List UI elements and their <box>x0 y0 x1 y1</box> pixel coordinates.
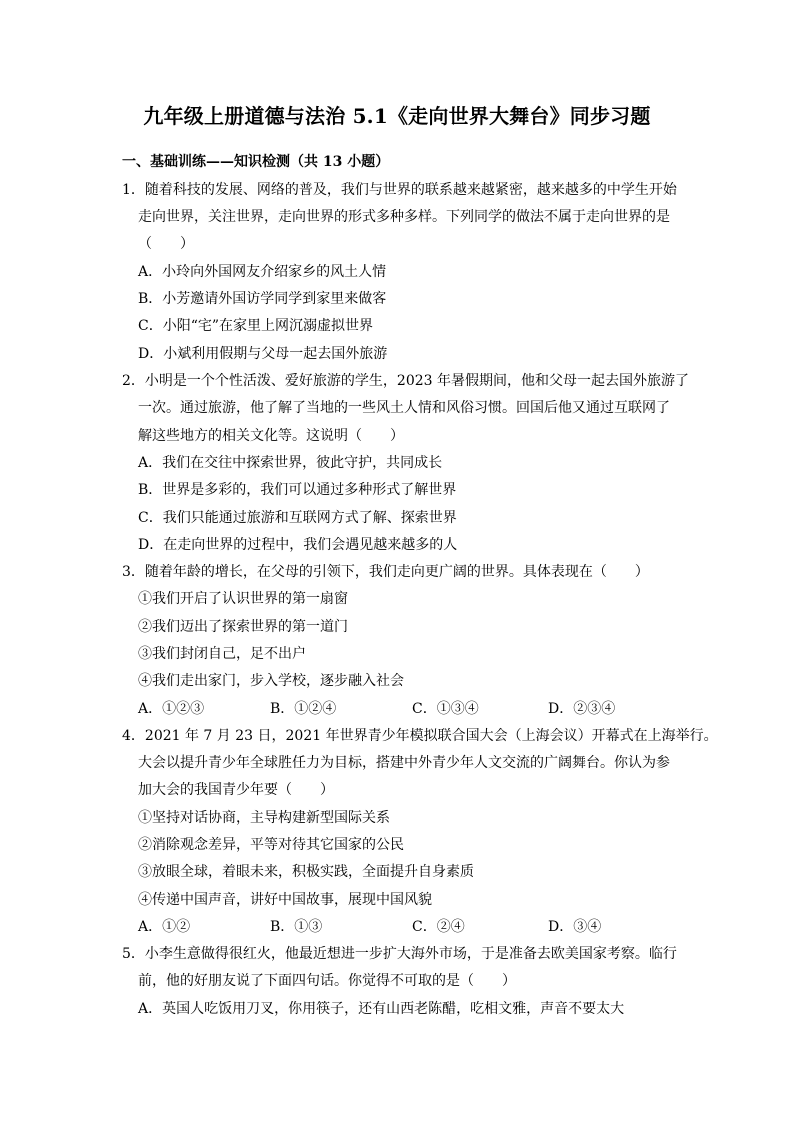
question-3-option-a: A．①②③ <box>138 701 205 717</box>
question-1-option-a: A．小玲向外国网友介绍家乡的风土人情 <box>138 264 387 280</box>
question-4-statement-2: ②消除观念差异，平等对待其它国家的公民 <box>138 837 404 853</box>
question-4-option-c: C．②④ <box>412 919 465 935</box>
question-4-option-a: A．①② <box>138 919 191 935</box>
question-1-option-d: D．小斌利用假期与父母一起去国外旅游 <box>138 346 388 362</box>
question-5-option-a: A．英国人吃饭用刀叉，你用筷子，还有山西老陈醋，吃相文雅，声音不要太大 <box>138 1001 625 1017</box>
question-4-statement-3: ③放眼全球，着眼未来，积极实践，全面提升自身素质 <box>138 864 474 880</box>
question-2-option-c: C．我们只能通过旅游和互联网方式了解、探索世界 <box>138 510 457 526</box>
question-4-option-b: B．①③ <box>270 919 323 935</box>
question-1-line-3: （ ） <box>138 236 194 252</box>
section-heading: 一、基础训练——知识检测（共 13 小题） <box>122 154 390 170</box>
question-2-line-2: 一次。通过旅游，他了解了当地的一些风土人情和风俗习惯。回国后他又通过互联网了 <box>138 400 670 416</box>
page-title: 九年级上册道德与法治 5.1《走向世界大舞台》同步习题 <box>143 104 651 128</box>
question-3-statement-3: ③我们封闭自己，足不出户 <box>138 646 306 662</box>
question-3-option-b: B．①②④ <box>270 701 337 717</box>
question-3-option-c: C．①③④ <box>412 701 479 717</box>
question-2-option-a: A．我们在交往中探索世界，彼此守护，共同成长 <box>138 455 443 471</box>
question-1-line-1: 1．随着科技的发展、网络的普及，我们与世界的联系越来越紧密，越来越多的中学生开始 <box>122 182 677 198</box>
question-2-line-1: 2．小明是一个个性活泼、爱好旅游的学生，2023 年暑假期间，他和父母一起去国外旅游了 <box>122 373 689 389</box>
question-4-line-2: 大会以提升青少年全球胜任力为目标，搭建中外青少年人文交流的广阔舞台。你认为参 <box>138 755 670 771</box>
question-2-line-3: 解这些地方的相关文化等。这说明（ ） <box>138 428 404 444</box>
question-1-line-2: 走向世界，关注世界，走向世界的形式多种多样。下列同学的做法不属于走向世界的是 <box>138 209 670 225</box>
question-3-statement-1: ①我们开启了认识世界的第一扇窗 <box>138 591 348 607</box>
question-3-statement-4: ④我们走出家门，步入学校，逐步融入社会 <box>138 673 404 689</box>
question-4-statement-1: ①坚持对话协商，主导构建新型国际关系 <box>138 810 390 826</box>
question-5-line-1: 5．小李生意做得很红火，他最近想进一步扩大海外市场，于是准备去欧美国家考察。临行 <box>122 946 677 962</box>
question-3-line-1: 3．随着年龄的增长，在父母的引领下，我们走向更广阔的世界。具体表现在（ ） <box>122 564 649 580</box>
question-1-option-c: C．小阳“宅”在家里上网沉溺虚拟世界 <box>138 318 374 334</box>
question-5-line-2: 前，他的好朋友说了下面四句话。你觉得不可取的是（ ） <box>138 973 516 989</box>
question-4-line-3: 加大会的我国青少年要（ ） <box>138 782 334 798</box>
question-2-option-b: B．世界是多彩的，我们可以通过多种形式了解世界 <box>138 482 457 498</box>
question-3-statement-2: ②我们迈出了探索世界的第一道门 <box>138 619 348 635</box>
question-4-option-d: D．③④ <box>548 919 602 935</box>
question-4-statement-4: ④传递中国声音，讲好中国故事，展现中国风貌 <box>138 892 432 908</box>
question-2-option-d: D．在走向世界的过程中，我们会遇见越来越多的人 <box>138 537 458 553</box>
question-1-option-b: B．小芳邀请外国访学同学到家里来做客 <box>138 291 387 307</box>
question-3-option-d: D．②③④ <box>548 701 616 717</box>
question-4-line-1: 4．2021 年 7 月 23 日，2021 年世界青少年模拟联合国大会（上海会议）开幕式在上海举行。 <box>122 728 718 744</box>
